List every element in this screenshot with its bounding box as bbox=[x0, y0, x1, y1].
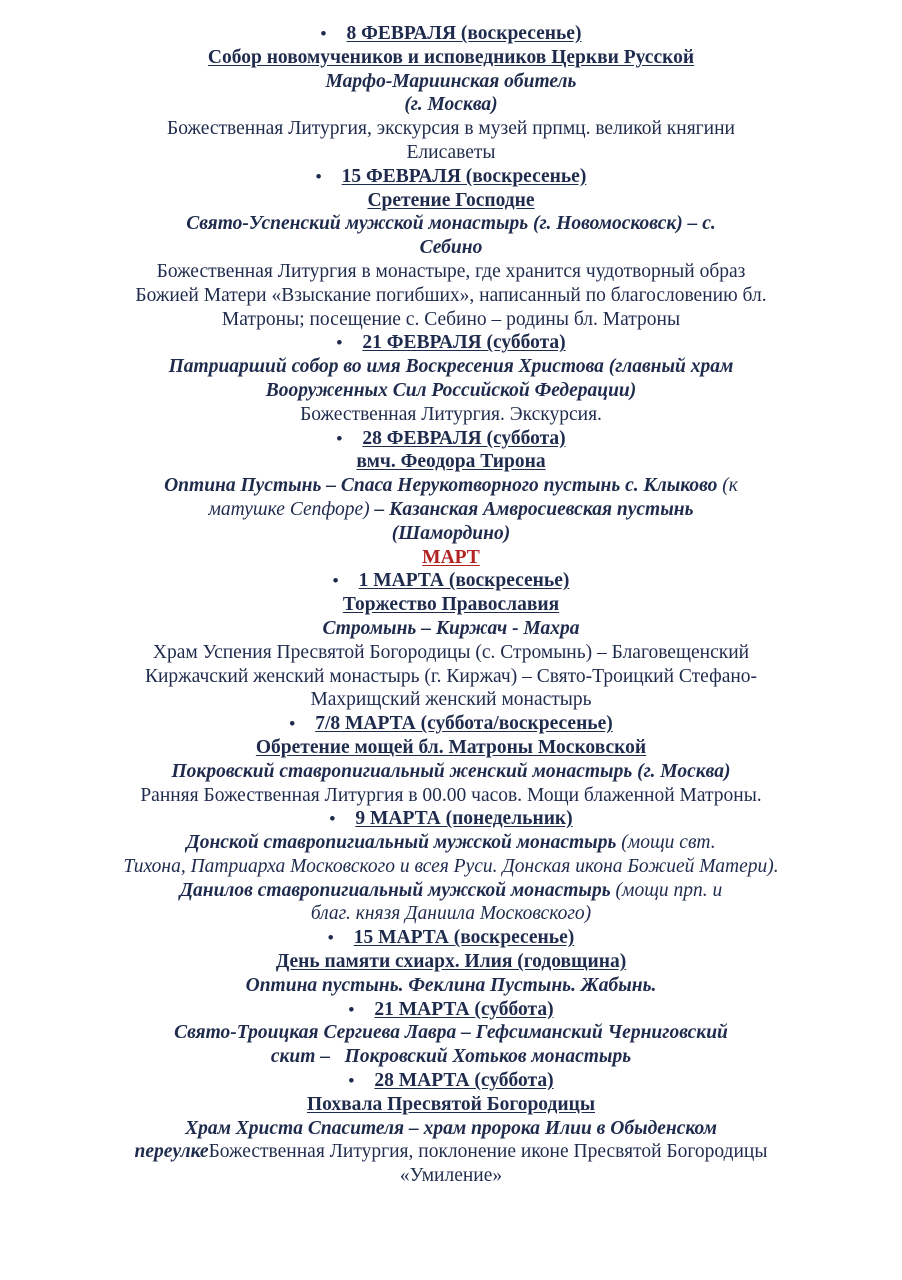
event-description: Ранняя Божественная Литургия в 00.00 часов. Мощи блаженной Матроны. bbox=[140, 784, 762, 806]
event-description: Киржачский женский монастырь (г. Киржач) – Свято-Троицкий Стефано- bbox=[144, 665, 758, 687]
event-description: Махрищский женский монастырь bbox=[310, 689, 592, 711]
bullet-icon: • bbox=[348, 999, 355, 1019]
event-description: Божественная Литургия, экскурсия в музей прпмц. великой княгини bbox=[167, 118, 735, 140]
month-header: МАРТ bbox=[422, 546, 480, 568]
pilgrimage-schedule bbox=[20, 22, 882, 1188]
event-place: Марфо-Мариинская обитель bbox=[325, 70, 577, 92]
event-description: Елисаветы bbox=[406, 141, 496, 163]
event-description: Божией Матери «Взыскание погибших», написанный по благословению бл. bbox=[135, 284, 767, 306]
bullet-icon: • bbox=[315, 166, 322, 186]
event-date: • 15 МАРТА (воскресенье) bbox=[327, 927, 575, 949]
bullet-icon: • bbox=[336, 333, 343, 353]
event-description: Божественная Литургия в монастыре, где хранится чудотворный образ bbox=[156, 260, 746, 282]
event-feast: Похвала Пресвятой Богородицы bbox=[306, 1093, 596, 1115]
event-date: • 21 ФЕВРАЛЯ (суббота) bbox=[336, 332, 566, 354]
event-feast: вмч. Феодора Тирона bbox=[356, 451, 546, 473]
event-note: Тихона, Патриарха Московского и всея Руси. Донская икона Божией Матери). bbox=[123, 855, 779, 877]
event-description: Храм Успения Пресвятой Богородицы (с. Стромынь) – Благовещенский bbox=[152, 641, 750, 663]
bullet-icon: • bbox=[348, 1071, 355, 1091]
event-place: (Шамордино) bbox=[391, 522, 511, 544]
event-date: • 8 ФЕВРАЛЯ (воскресенье) bbox=[320, 23, 582, 44]
event-place: Свято-Успенский мужской монастырь (г. Новомосковск) – с. bbox=[186, 213, 716, 235]
event-date: • 21 МАРТА (суббота) bbox=[348, 998, 554, 1020]
event-place: Покровский ставропигиальный женский монастырь (г. Москва) bbox=[171, 760, 731, 782]
event-place: Оптина пустынь. Феклина Пустынь. Жабынь. bbox=[245, 974, 657, 996]
event-note: благ. князя Даниила Московского) bbox=[310, 903, 592, 925]
event-feast: Торжество Православия bbox=[342, 594, 560, 616]
event-place: Патриарший собор во имя Воскресения Христова (главный храм bbox=[168, 356, 734, 378]
bullet-icon: • bbox=[332, 571, 339, 591]
event-place: Храм Христа Спасителя – храм пророка Илии в Обыденском bbox=[185, 1117, 717, 1139]
event-feast: Сретение Господне bbox=[367, 189, 535, 211]
event-place: Себино bbox=[419, 237, 483, 259]
event-place-line: переулкеБожественная Литургия, поклонение иконе Пресвятой Богородицы bbox=[134, 1141, 768, 1163]
event-feast: Собор новомучеников и исповедников Церкви Русской bbox=[207, 46, 695, 68]
bullet-icon: • bbox=[329, 809, 336, 829]
event-date: • 15 ФЕВРАЛЯ (воскресенье) bbox=[315, 165, 587, 187]
event-date: • 28 МАРТА (суббота) bbox=[348, 1070, 554, 1092]
event-place: Стромынь – Киржач - Махра bbox=[322, 617, 580, 639]
event-date: • 9 МАРТА (понедельник) bbox=[329, 808, 573, 830]
event-place-line: Донской ставропигиальный мужской монастырь (мощи свт. bbox=[186, 832, 716, 854]
event-place-line: Оптина Пустынь – Спаса Нерукотворного пустынь с. Клыково (к bbox=[164, 475, 738, 497]
event-description: Божественная Литургия. Экскурсия. bbox=[300, 403, 602, 425]
bullet-icon: • bbox=[320, 24, 327, 43]
event-description: «Умиление» bbox=[399, 1165, 503, 1187]
event-date: • 28 ФЕВРАЛЯ (суббота) bbox=[336, 427, 566, 449]
event-place-line: матушке Сепфоре) – Казанская Амвросиевская пустынь bbox=[208, 498, 694, 520]
bullet-icon: • bbox=[336, 428, 343, 448]
bullet-icon: • bbox=[289, 714, 296, 734]
event-place-line: Данилов ставропигиальный мужской монастырь (мощи прп. и bbox=[179, 879, 723, 901]
event-date: • 7/8 МАРТА (суббота/воскресенье) bbox=[289, 713, 613, 735]
event-date: • 1 МАРТА (воскресенье) bbox=[332, 570, 570, 592]
event-place: (г. Москва) bbox=[404, 94, 498, 116]
event-place: скит – Покровский Хотьков монастырь bbox=[270, 1046, 632, 1068]
bullet-icon: • bbox=[327, 928, 334, 948]
event-feast: Обретение мощей бл. Матроны Московской bbox=[255, 736, 647, 758]
event-place: Свято-Троицкая Сергиева Лавра – Гефсиманский Черниговский bbox=[174, 1022, 728, 1044]
event-place: Вооруженных Сил Российской Федерации) bbox=[265, 379, 637, 401]
event-feast: День памяти схиарх. Илия (годовщина) bbox=[275, 951, 627, 973]
event-description: Матроны; посещение с. Себино – родины бл. Матроны bbox=[221, 308, 681, 330]
